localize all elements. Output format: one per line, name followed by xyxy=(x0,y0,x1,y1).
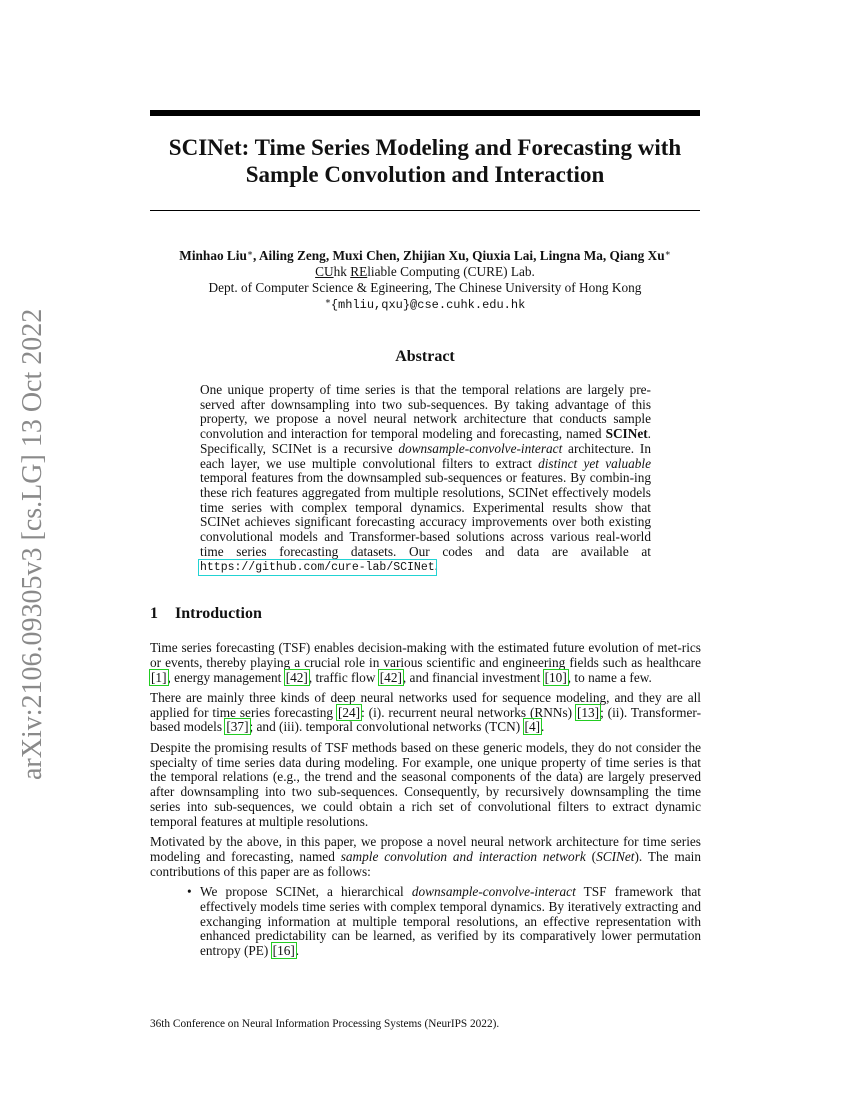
intro-paragraph-3: Despite the promising results of TSF methods based on these generic models, they do not consider the specialty of time series data during modeling. For example, one unique property of time series is that the temporal relations (e.g., the trend and the seasonal components of the data) are largely preserved after downsampling into two sub-sequences. Consequently, by recursively downsampling the time series into sub-sequences, we could obtain a rich set of convolutional filters to extract dynamic temporal features at multiple resolutions. xyxy=(150,739,701,829)
title-bottom-rule xyxy=(150,210,700,211)
code-url-link[interactable]: https://github.com/cure-lab/SCINet xyxy=(200,561,435,575)
department-affiliation: Dept. of Computer Science & Egineering, The Chinese University of Hong Kong xyxy=(208,280,642,295)
bullet-icon: • xyxy=(187,883,192,899)
citation-link[interactable]: [37] xyxy=(226,719,249,735)
intro-paragraph-2: There are mainly three kinds of deep neural networks used for sequence modeling, and they are all applied for time series forecasting [24]: (i). recurrent neural networks (RNNs) [13]; (ii). Transformer-based models [37]; and (iii). temporal convolutional networks (TCN) [4]. xyxy=(150,689,701,735)
intro-paragraph-4: Motivated by the above, in this paper, we propose a novel neural network architecture for time series modeling and forecasting, named sample convolution and interaction network (SCINet). The main contributions of this paper are as follows: xyxy=(150,834,701,879)
citation-link[interactable]: [42] xyxy=(285,669,308,685)
abstract-text: One unique property of time series is that the temporal relations are largely pre-served after downsampling into two sub-sequences. By taking advantage of this property, we propose a novel neural network architecture that conducts sample convolution and interaction for temporal modeling and forecasting, named SCINet. Specifically, SCINet is a recursive downsample-convolve-interact architecture. In each layer, we use multiple convolutional filters to extract distinct yet valuable temporal features from the downsampled sub-sequences or features. By combin-ing these rich features aggregated from multiple resolutions, SCINet effectively models time series with complex temporal dynamics. Experimental results show that SCINet achieves significant forecasting accuracy improvements over both existing convolutional models and Transformer-based solutions across various real-world time series forecasting datasets. Our codes and data are available at https://github.com/cure-lab/SCINet. xyxy=(200,382,651,575)
citation-link[interactable]: [13] xyxy=(576,704,600,720)
author-email: ∗{mhliu,qxu}@cse.cuhk.edu.hk xyxy=(324,296,526,312)
abstract-heading: Abstract xyxy=(395,348,455,365)
lab-affiliation: CUhk REliable Computing (CURE) Lab. xyxy=(315,264,535,279)
citation-link[interactable]: [24] xyxy=(337,704,361,720)
citation-link[interactable]: [42] xyxy=(379,669,402,685)
citation-link[interactable]: [1] xyxy=(151,669,167,685)
citation-link[interactable]: [16] xyxy=(272,943,295,959)
author-names: Minhao Liu∗, Ailing Zeng, Muxi Chen, Zhijian Xu, Qiuxia Lai, Lingna Ma, Qiang Xu∗ xyxy=(179,248,671,263)
section-heading-introduction: 1 Introduction xyxy=(150,605,262,622)
title-line-1: SCINet: Time Series Modeling and Forecasting with xyxy=(168,135,682,160)
paper-title xyxy=(150,134,700,188)
list-item: • We propose SCINet, a hierarchical downsample-convolve-interact TSF framework that effectively models time series with complex temporal dynamics. By iteratively extracting and exchanging information at multiple temporal resolutions, an effective representation with enhanced predictability can be learned, as verified by its comparatively lower permutation entropy (PE) [16]. xyxy=(187,883,702,959)
citation-link[interactable]: [10] xyxy=(544,669,567,685)
intro-paragraph-1: Time series forecasting (TSF) enables decision-making with the estimated future evolution of met-rics or events, thereby playing a crucial role in various scientific and engineering fields such as healthcare [1], energy management [42], traffic flow [42], and financial investment [10], to name a few. xyxy=(150,640,701,685)
citation-link[interactable]: [4] xyxy=(524,719,541,735)
arxiv-identifier: arXiv:2106.09305v3 [cs.LG] 13 Oct 2022 xyxy=(17,308,48,780)
contributions-list xyxy=(150,885,701,959)
title-line-2: Sample Convolution and Interaction xyxy=(245,162,605,187)
introduction-body xyxy=(150,641,701,959)
author-block xyxy=(150,248,700,313)
title-top-rule xyxy=(150,110,700,116)
conference-footnote: 36th Conference on Neural Information Processing Systems (NeurIPS 2022). xyxy=(150,1018,500,1030)
